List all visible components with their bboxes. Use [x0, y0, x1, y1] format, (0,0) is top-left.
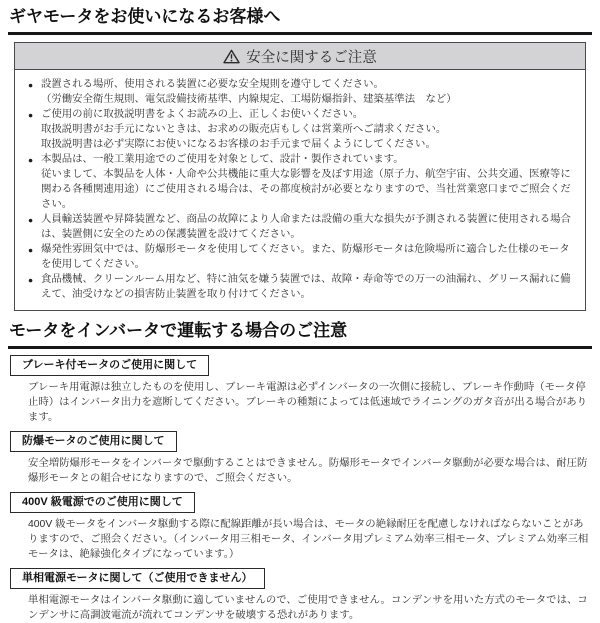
safety-bullet [28, 77, 577, 107]
subsection-body: 400V 級モータをインバータ駆動する際に配線距離が長い場合は、モータの絶縁耐圧を配慮しなければならないことがありますので、ご照会ください。（インバータ用三相モータ、インバータ用プレミアム効率三相モータ、プレミアム効率三相モータは、絶縁強化タイプになっています。） [28, 519, 589, 560]
subsection-heading: 防爆モータのご使用に関して [10, 431, 177, 452]
bullet-marker: ● [28, 244, 34, 255]
page-title: ギヤモータをお使いになるお客様へ [9, 7, 281, 26]
subsection-heading: 単相電源モータに関して（ご使用できません） [10, 568, 265, 589]
safety-bullet [28, 272, 577, 302]
inverter-section-title: モータをインバータで運転する場合のご注意 [9, 321, 348, 340]
bullet-marker: ● [28, 154, 34, 165]
bullet-line: 人員輸送装置や昇降装置など、商品の故障により人命または設備の重大な損失が予測される装置に使用される場合は、装置側に安全のための保護装置を設けてください。 [41, 214, 571, 240]
subsection-explosion-proof-motor [8, 425, 592, 486]
subsection-heading: 400V 級電源でのご使用に関して [10, 492, 195, 513]
title-divider [8, 32, 592, 35]
safety-bullet [28, 152, 577, 212]
subsection-brake-motor [8, 349, 592, 425]
subsection-heading: ブレーキ付モータのご使用に関して [10, 355, 209, 376]
bullet-line: 爆発性雰囲気中では、防爆形モータを使用してください。また、防爆形モータは危険場所に適合した仕様のモータを使用してください。 [41, 244, 570, 270]
subsection-body: 単相電源モータはインバータ駆動に適していませんので、ご使用できません。コンデンサを用いた方式のモータでは、コンデンサに高調波電流が流れてコンデンサを破壊する恐れがあります。 [28, 595, 588, 621]
bullet-line: ご使用の前に取扱説明書をよくお読みの上、正しくお使いください。 [41, 109, 364, 120]
bullet-line: 食品機械、クリーンルーム用など、特に油気を嫌う装置では、故障・寿命等での万一の油漏れ、グリース漏れに備えて、油受けなどの損害防止装置を取り付けてください。 [41, 274, 571, 300]
safety-bullet [28, 242, 577, 272]
bullet-marker: ● [28, 79, 34, 90]
subsection-400v-power [8, 486, 592, 562]
bullet-line: 設置される場所、使用される装置に必要な安全規則を遵守してください。 [41, 79, 384, 90]
bullet-line: 取扱説明書がお手元にないときは、お求めの販売店もしくは営業所へご請求ください。 [41, 124, 447, 135]
safety-bullet [28, 212, 577, 242]
bullet-line: 本製品は、一般工業用途でのご使用を対象として、設計・製作されています。 [41, 154, 404, 165]
bullet-marker: ● [28, 274, 34, 285]
safety-notice-header [15, 43, 585, 70]
bullet-line: 従いまして、本製品を人体・人命や公共機能に重大な影響を及ぼす用途（原子力、航空宇宙、公共交通、医療等に関わる各種関連用途）にご使用される場合は、その都度検討が必要となりますので、当社営業窓口までご照会ください。 [41, 169, 571, 210]
subsection-body: ブレーキ用電源は独立したものを使用し、ブレーキ電源は必ずインバータの一次側に接続し、ブレーキ作動時（モータ停止時）はインバータ出力を遮断してください。ブレーキの種類によっては低速域でライニングのガタ音が出る場合があります。 [28, 382, 588, 423]
safety-bullet [28, 107, 577, 152]
subsection-body: 安全増防爆形モータをインバータで駆動することはできません。防爆形モータでインバータ駆動が必要な場合は、耐圧防爆形モータとの組合せになりますので、ご照会ください。 [28, 458, 588, 484]
bullet-line: （労働安全衛生規則、電気設備技術基準、内線規定、工場防爆指針、建築基準法 など） [41, 94, 457, 105]
warning-triangle-icon [223, 49, 240, 64]
inverter-section [8, 320, 592, 623]
subsection-single-phase-motor [8, 562, 592, 623]
safety-notice-body [15, 70, 585, 310]
safety-notice-box [14, 42, 586, 311]
bullet-line: 取扱説明書は必ず実際にお使いになるお客様のお手元まで届くようにしてください。 [41, 139, 436, 150]
bullet-marker: ● [28, 109, 34, 120]
safety-notice-title: 安全に関するご注意 [246, 49, 377, 66]
bullet-marker: ● [28, 214, 34, 225]
